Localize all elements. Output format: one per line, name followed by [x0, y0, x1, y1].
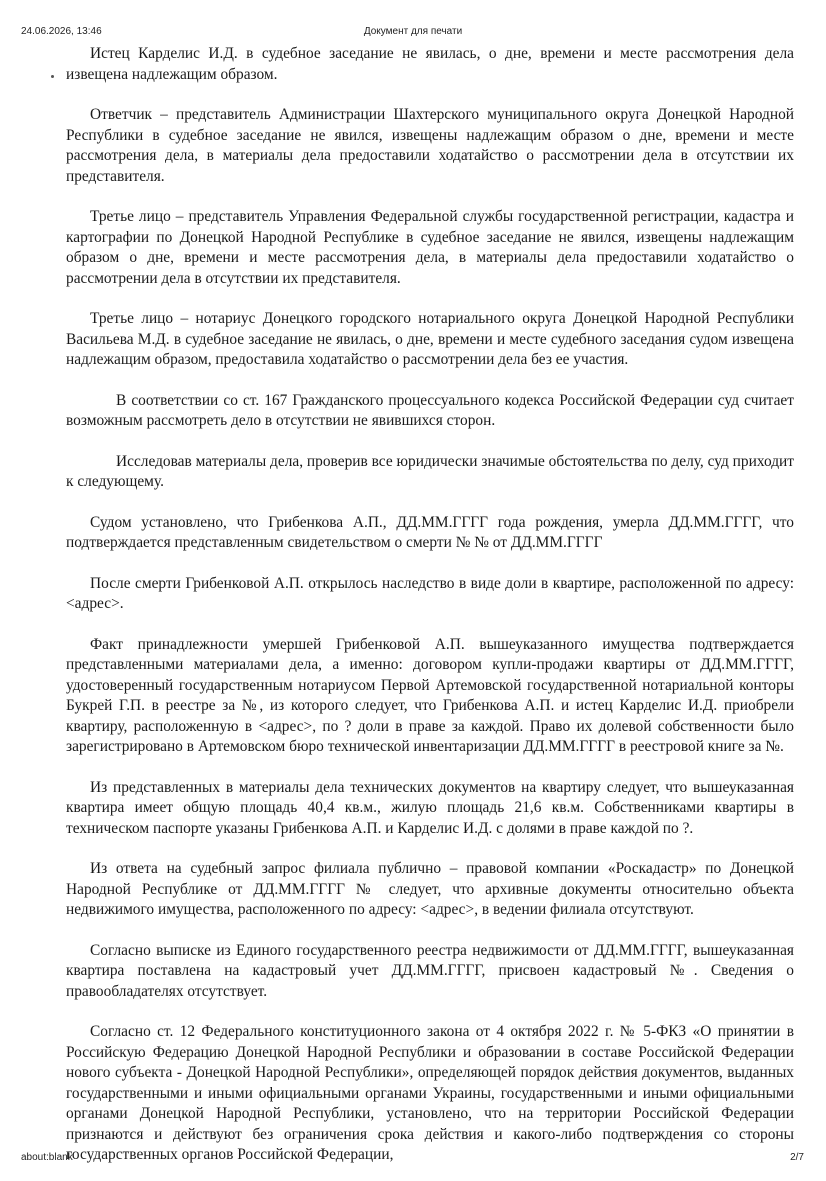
paragraph-roskadastr: Из ответа на судебный запрос филиала публично – правовой компании «Роскадастр» по Донецкой Народной Республике от ДД.ММ.ГГГГ № следует, что архивные документы относительно объекта недвижимого имущества, расположенного по адресу: <адрес>, в ведении филиала отсутствуют. — [66, 860, 794, 918]
paragraph-third-party-rosreestr: Третье лицо – представитель Управления Федеральной службы государственной регистрации, кадастра и картографии по Донецкой Народной Республике в судебное заседание не явился, извещены надлежащим образом о дне, времени и месте рассмотрения дела, в материалы дела предоставили ходатайство о рассмотрении дела в отсутствии их представителя. — [66, 208, 794, 287]
margin-mark — [51, 75, 54, 78]
paragraph-fkz-article-12: Согласно ст. 12 Федерального конституционного закона от 4 октября 2022 г. № 5-ФКЗ «О принятии в Российскую Федерацию Донецкой Народной Республики и образовании в составе Российской Федерации нового субъекта - Донецкой Народной Республики», определяющей порядок действия документов, выданных государственными и иными официальными органами Украины, государственными и иными официальными органами Донецкой Народной Республики, установлено, что на территории Российской Федерации признаются и действуют без ограничения срока действия и какого-либо подтверждения со стороны государственных органов Российской Федерации, — [66, 1023, 794, 1163]
paragraph-inheritance: После смерти Грибенковой А.П. открылось наследство в виде доли в квартире, расположенной по адресу: <адрес>. — [66, 574, 794, 612]
print-url: about:blank — [21, 1152, 73, 1163]
paragraph-defendant: Ответчик – представитель Администрации Шахтерского муниципального округа Донецкой Народной Республики в судебное заседание не явился, извещены надлежащим образом о дне, времени и месте рассмотрения дела, в материалы дела предоставили ходатайство о рассмотрении дела в отсутствии их представителя. — [66, 106, 794, 185]
paragraph-third-party-notary: Третье лицо – нотариус Донецкого городского нотариального округа Донецкой Народной Республики Васильева М.Д. в судебное заседание не явилась, о дне, времени и месте судебного заседания судом извещена надлежащим образом, предоставила ходатайство о рассмотрении дела без ее участия. — [66, 310, 794, 368]
paragraph-death-established: Судом установлено, что Грибенкова А.П., ДД.ММ.ГГГГ года рождения, умерла ДД.ММ.ГГГГ, что подтверждается представленным свидетельством о смерти № № от ДД.ММ.ГГГГ — [66, 513, 794, 551]
document-body — [66, 44, 794, 1166]
print-datetime: 24.06.2026, 13:46 — [21, 26, 102, 37]
print-document-title: Документ для печати — [363, 26, 463, 37]
paragraph-plaintiff: Истец Карделис И.Д. в судебное заседание не явилась, о дне, времени и месте рассмотрения дела извещена надлежащим образом. — [66, 45, 794, 83]
paragraph-technical-docs: Из представленных в материалы дела технических документов на квартиру следует, что вышеуказанная квартира имеет общую площадь 40,4 кв.м., жилую площадь 21,6 кв.м. Собственниками квартиры в техническом паспорте указаны Грибенкова А.П. и Карделис И.Д. с долями в праве каждой по ?. — [66, 778, 794, 837]
paragraph-ownership: Факт принадлежности умершей Грибенковой А.П. вышеуказанного имущества подтверждается представленными материалами дела, а именно: договором купли-продажи квартиры от ДД.ММ.ГГГГ, удостоверенный государственным нотариусом Первой Артемовской государственной нотариальной конторы Букрей Г.П. в реестре за №, из которого следует, что Грибенкова А.П. и истец Карделис И.Д. приобрели квартиру, расположенную в <адрес>, по ? доли в праве за каждой. Право их долевой собственности было зарегистрировано в Артемовском бюро технической инвентаризации ДД.ММ.ГГГГ в реестровой книге за №. — [66, 635, 794, 755]
paragraph-egrn: Согласно выписке из Единого государственного реестра недвижимости от ДД.ММ.ГГГГ, вышеуказанная квартира поставлена на кадастровый учет ДД.ММ.ГГГГ, присвоен кадастровый №. Сведения о правообладателях отсутствует. — [66, 941, 794, 1000]
paragraph-examination: Исследовав материалы дела, проверив все юридически значимые обстоятельства по делу, суд приходит к следующему. — [66, 452, 794, 490]
paragraph-article-167: В соответствии со ст. 167 Гражданского процессуального кодекса Российской Федерации суд считает возможным рассмотреть дело в отсутствии не явившихся сторон. — [66, 391, 794, 429]
page-number: 2/7 — [790, 1152, 804, 1163]
